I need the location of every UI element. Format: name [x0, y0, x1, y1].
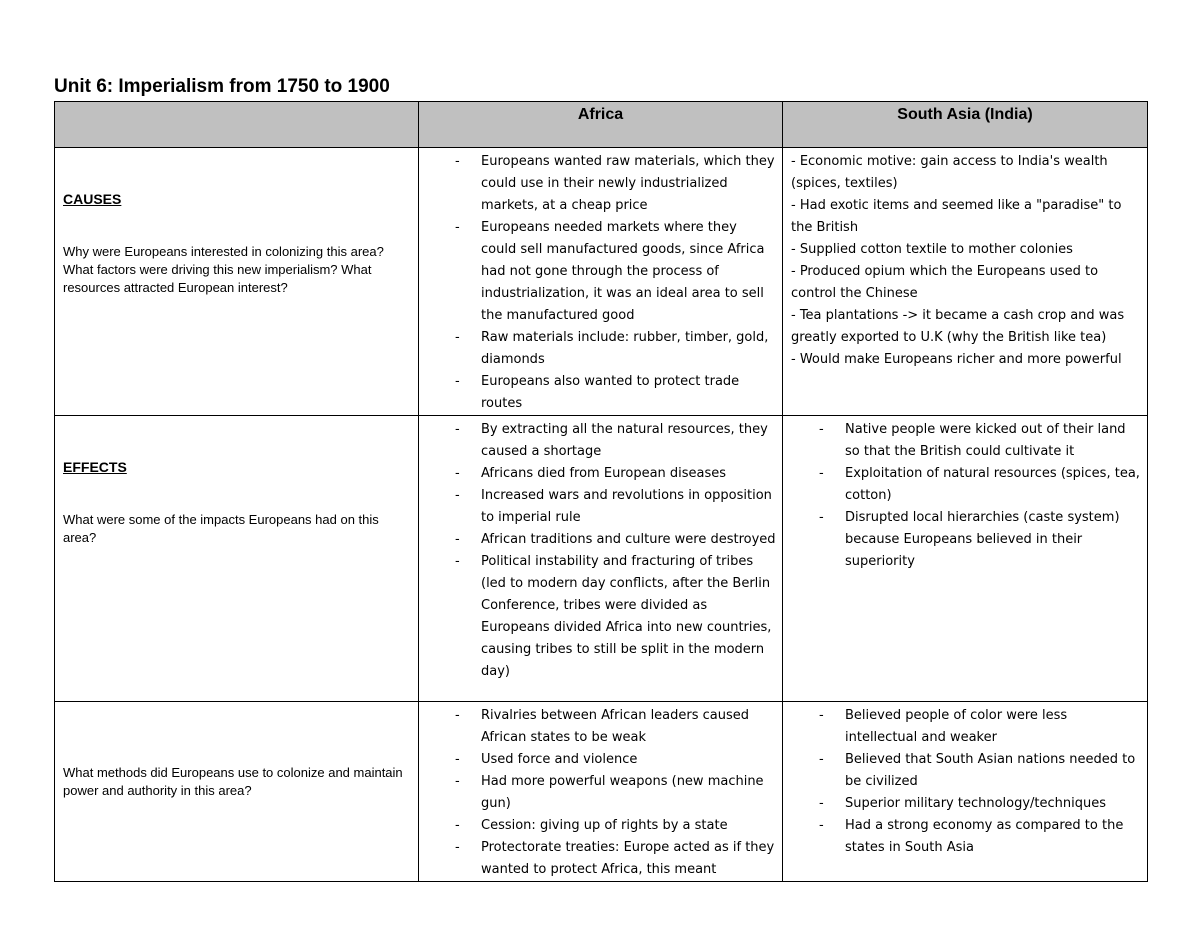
- list-item: - Believed people of color were less intellectual and weaker: [819, 708, 1068, 745]
- list-item: - Native people were kicked out of their land so that the British could cultivate it: [819, 422, 1126, 459]
- list-item: - Cession: giving up of rights by a state: [455, 818, 728, 833]
- row-title-effects: EFFECTS: [63, 459, 127, 475]
- table-header-row: [55, 102, 1148, 148]
- list-item: - Economic motive: gain access to India's wealth (spices, textiles): [791, 154, 1108, 191]
- list-item: - African traditions and culture were destroyed: [455, 532, 776, 547]
- methods-question: What methods did Europeans use to colonize and maintain power and authority in this area?: [63, 764, 403, 798]
- causes-africa-list: [419, 148, 782, 415]
- list-item: - Used force and violence: [455, 752, 638, 767]
- list-item: - Had a strong economy as compared to the states in South Asia: [819, 818, 1124, 855]
- list-item: - Political instability and fracturing of tribes (led to modern day conflicts, after the Berlin Conference, tribes were divided as Europeans divided Africa into new countries, causing tribes to still be split in the modern day): [455, 554, 772, 679]
- header-cell-africa: [419, 102, 783, 148]
- list-item: - Superior military technology/techniques: [819, 796, 1107, 811]
- row-title-causes: CAUSES: [63, 191, 122, 207]
- list-item: - Disrupted local hierarchies (caste system) because Europeans believed in their superiority: [819, 510, 1120, 569]
- list-item: - Had exotic items and seemed like a "paradise" to the British: [791, 198, 1122, 235]
- table-row-methods: [55, 702, 1148, 882]
- causes-india-cell: [783, 148, 1148, 416]
- list-item: - Believed that South Asian nations needed to be civilized: [819, 752, 1136, 789]
- effects-india-list: [783, 416, 1147, 573]
- list-item: - Tea plantations -> it became a cash crop and was greatly exported to U.K (why the British like tea): [791, 308, 1125, 345]
- list-item: - Europeans needed markets where they could sell manufactured goods, since Africa had not gone through the process of industrialization, it was an ideal area to sell the manufactured good: [455, 220, 765, 323]
- effects-africa-cell: [419, 416, 783, 702]
- list-item: - Would make Europeans richer and more powerful: [791, 352, 1122, 367]
- imperialism-table: [54, 101, 1148, 882]
- effects-india-cell: [783, 416, 1148, 702]
- methods-africa-cell: [419, 702, 783, 882]
- header-cell-india: [783, 102, 1148, 148]
- causes-question: Why were Europeans interested in colonizing this area? What factors were driving this new imperialism? What resources attracted European interest?: [63, 244, 384, 295]
- list-item: - Had more powerful weapons (new machine gun): [455, 774, 764, 811]
- methods-india-list: [783, 702, 1147, 859]
- methods-question-cell: [55, 702, 419, 882]
- column-header-africa: Africa: [577, 106, 624, 123]
- list-item: - By extracting all the natural resources, they caused a shortage: [455, 422, 768, 459]
- header-cell-blank: [55, 102, 419, 148]
- effects-question: What were some of the impacts Europeans had on this area?: [63, 512, 379, 545]
- table-row-effects: [55, 416, 1148, 702]
- list-item: - Africans died from European diseases: [455, 466, 727, 481]
- methods-india-cell: [783, 702, 1148, 882]
- list-item: - Produced opium which the Europeans used to control the Chinese: [791, 264, 1099, 301]
- table-row-causes: [55, 148, 1148, 416]
- column-header: [55, 102, 418, 106]
- list-item: - Europeans wanted raw materials, which they could use in their newly industrialized markets, at a cheap price: [455, 154, 775, 213]
- causes-africa-cell: [419, 148, 783, 416]
- page-title: Unit 6: Imperialism from 1750 to 1900: [54, 76, 390, 97]
- effects-question-cell: [55, 416, 419, 702]
- list-item: - Rivalries between African leaders caused African states to be weak: [455, 708, 750, 745]
- list-item: - Increased wars and revolutions in opposition to imperial rule: [455, 488, 772, 525]
- causes-india-list: [783, 148, 1147, 371]
- list-item: - Exploitation of natural resources (spices, tea, cotton): [819, 466, 1140, 503]
- list-item: - Protectorate treaties: Europe acted as if they wanted to protect Africa, this meant: [455, 840, 775, 877]
- list-item: - Raw materials include: rubber, timber, gold, diamonds: [455, 330, 769, 367]
- methods-africa-list: [419, 702, 782, 881]
- causes-question-cell: [55, 148, 419, 416]
- effects-africa-list: [419, 416, 782, 683]
- column-header-india: South Asia (India): [897, 106, 1033, 123]
- list-item: - Supplied cotton textile to mother colonies: [791, 242, 1073, 257]
- list-item: - Europeans also wanted to protect trade routes: [455, 374, 740, 411]
